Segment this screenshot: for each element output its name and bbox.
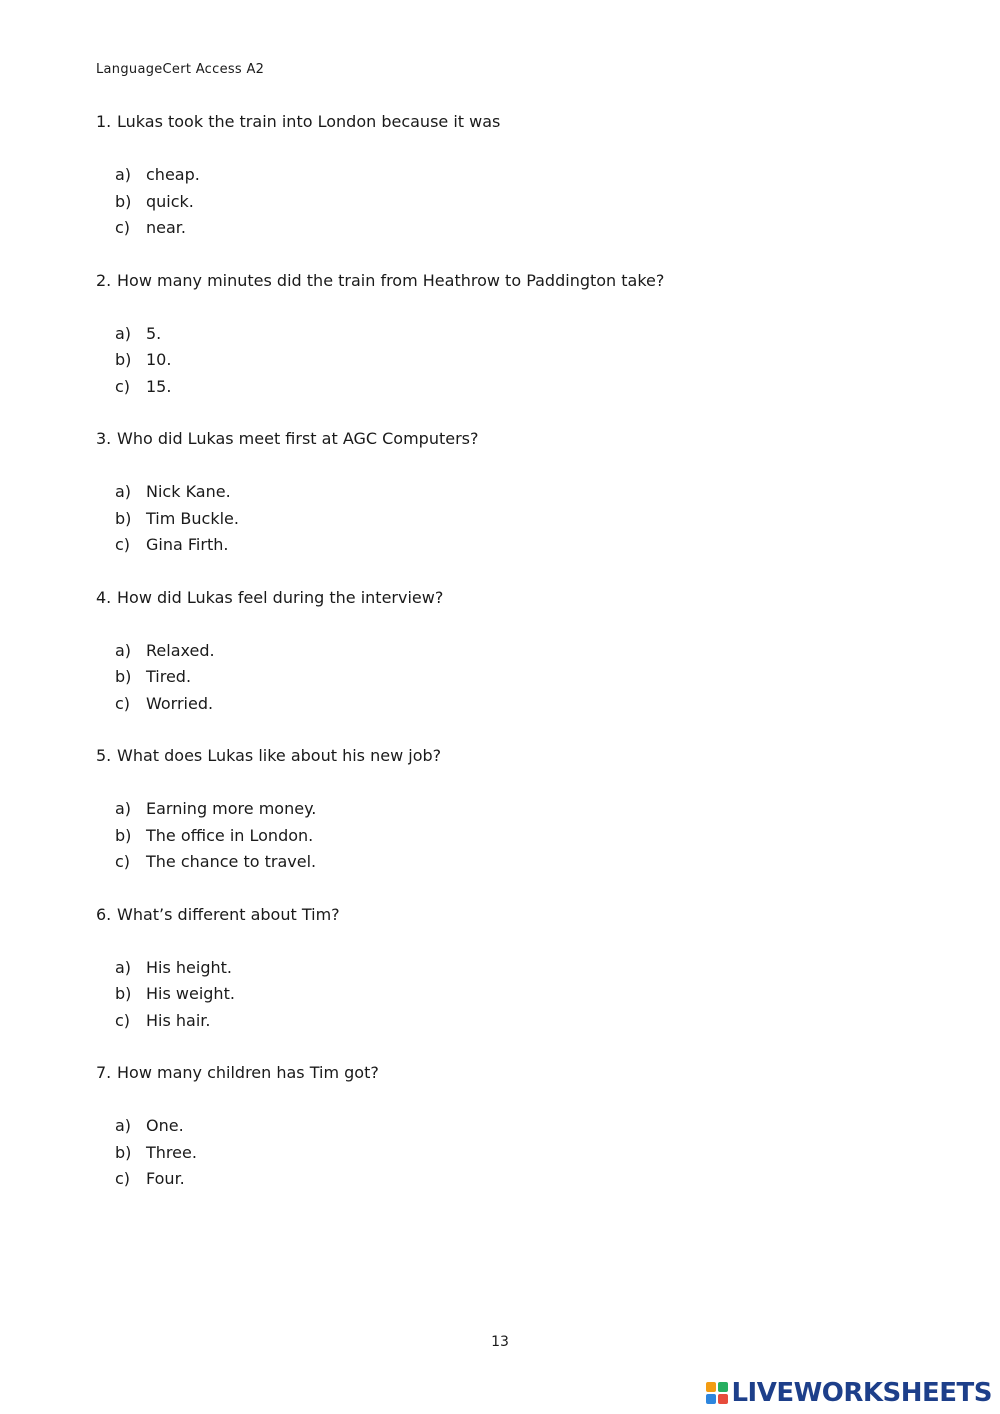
question-text: What’s different about Tim? — [117, 904, 340, 924]
question-number: 3. — [96, 429, 112, 448]
liveworksheets-brand[interactable] — [706, 1378, 992, 1408]
answer-option[interactable] — [115, 1140, 916, 1167]
option-label: c) — [115, 376, 131, 396]
answer-option[interactable] — [115, 955, 916, 982]
question-1 — [96, 110, 916, 269]
option-text: Tim Buckle. — [146, 508, 239, 528]
question-stem — [96, 1061, 916, 1085]
option-text: Gina Firth. — [146, 535, 229, 554]
answer-options — [96, 1113, 916, 1193]
option-text: Tired. — [146, 667, 192, 686]
question-2 — [96, 269, 916, 428]
question-stem — [96, 110, 916, 134]
option-text: Four. — [146, 1169, 185, 1188]
answer-options — [96, 955, 916, 1035]
option-text: Worried. — [146, 693, 214, 713]
answer-option[interactable] — [115, 321, 916, 348]
option-label: c) — [115, 1010, 131, 1030]
option-text: The chance to travel. — [146, 852, 317, 871]
option-text: quick. — [146, 191, 194, 211]
option-text: Nick Kane. — [146, 482, 231, 501]
question-stem — [96, 586, 916, 610]
option-label: a) — [115, 1116, 132, 1135]
question-number: 5. — [96, 746, 112, 765]
logo-tile — [718, 1382, 728, 1392]
question-6 — [96, 903, 916, 1062]
option-text: Relaxed. — [146, 640, 215, 660]
answer-option[interactable] — [115, 506, 916, 533]
answer-option[interactable] — [115, 532, 916, 559]
question-stem — [96, 269, 916, 293]
answer-option[interactable] — [115, 1166, 916, 1193]
answer-option[interactable] — [115, 374, 916, 401]
option-label: b) — [115, 350, 132, 369]
option-text: Earning more money. — [146, 799, 317, 818]
question-number: 7. — [96, 1063, 112, 1082]
question-text: What does Lukas like about his new job? — [117, 746, 442, 765]
logo-tile — [706, 1394, 716, 1404]
option-label: b) — [115, 984, 132, 1003]
question-3 — [96, 427, 916, 586]
question-7 — [96, 1061, 916, 1220]
option-label: b) — [115, 1142, 132, 1162]
option-label: c) — [115, 852, 131, 871]
answer-option[interactable] — [115, 691, 916, 718]
question-stem — [96, 903, 916, 927]
brand-text: LIVEWORKSHEETS — [731, 1378, 992, 1408]
question-text: Lukas took the train into London because it was — [117, 112, 501, 131]
question-stem — [96, 744, 916, 768]
option-text: cheap. — [146, 165, 200, 184]
option-text: His height. — [146, 957, 232, 977]
logo-tile — [718, 1394, 728, 1404]
option-text: near. — [146, 218, 186, 237]
answer-options — [96, 162, 916, 242]
question-text: How many children has Tim got? — [117, 1063, 379, 1082]
answer-option[interactable] — [115, 347, 916, 374]
answer-options — [96, 321, 916, 401]
option-label: c) — [115, 1169, 131, 1188]
question-stem — [96, 427, 916, 451]
document-header: LanguageCert Access A2 — [96, 62, 265, 77]
answer-options — [96, 479, 916, 559]
option-text: His hair. — [146, 1010, 211, 1030]
option-label: a) — [115, 640, 132, 660]
option-text: Three. — [146, 1142, 197, 1162]
option-label: b) — [115, 508, 132, 528]
answer-option[interactable] — [115, 1113, 916, 1140]
answer-options — [96, 796, 916, 876]
answer-option[interactable] — [115, 1008, 916, 1035]
answer-option[interactable] — [115, 823, 916, 850]
question-text: How many minutes did the train from Heathrow to Paddington take? — [117, 270, 665, 290]
answer-option[interactable] — [115, 796, 916, 823]
question-number: 6. — [96, 904, 112, 924]
question-5 — [96, 744, 916, 903]
question-number: 2. — [96, 270, 112, 290]
question-list — [96, 110, 916, 1220]
option-label: a) — [115, 482, 132, 501]
question-number: 4. — [96, 587, 112, 607]
option-text: 10. — [146, 350, 172, 369]
option-label: c) — [115, 218, 131, 237]
logo-tile — [706, 1382, 716, 1392]
option-label: b) — [115, 667, 132, 686]
answer-option[interactable] — [115, 638, 916, 665]
option-label: c) — [115, 693, 131, 713]
answer-option[interactable] — [115, 162, 916, 189]
answer-option[interactable] — [115, 664, 916, 691]
option-text: One. — [146, 1116, 184, 1135]
page-number: 13 — [491, 1334, 509, 1350]
option-label: c) — [115, 535, 131, 554]
option-label: a) — [115, 323, 132, 343]
option-text: The office in London. — [146, 825, 314, 845]
option-label: a) — [115, 957, 132, 977]
question-text: How did Lukas feel during the interview? — [117, 587, 444, 607]
option-label: a) — [115, 799, 132, 818]
option-text: His weight. — [146, 984, 235, 1003]
question-text: Who did Lukas meet first at AGC Computers? — [117, 429, 479, 448]
liveworksheets-logo-icon — [706, 1382, 728, 1404]
option-label: b) — [115, 825, 132, 845]
question-4 — [96, 586, 916, 745]
answer-option[interactable] — [115, 215, 916, 242]
question-number: 1. — [96, 112, 112, 131]
answer-option[interactable] — [115, 981, 916, 1008]
answer-option[interactable] — [115, 189, 916, 216]
option-text: 15. — [146, 376, 172, 396]
option-label: a) — [115, 165, 132, 184]
answer-option[interactable] — [115, 849, 916, 876]
answer-options — [96, 638, 916, 718]
answer-option[interactable] — [115, 479, 916, 506]
option-label: b) — [115, 191, 132, 211]
option-text: 5. — [146, 323, 162, 343]
